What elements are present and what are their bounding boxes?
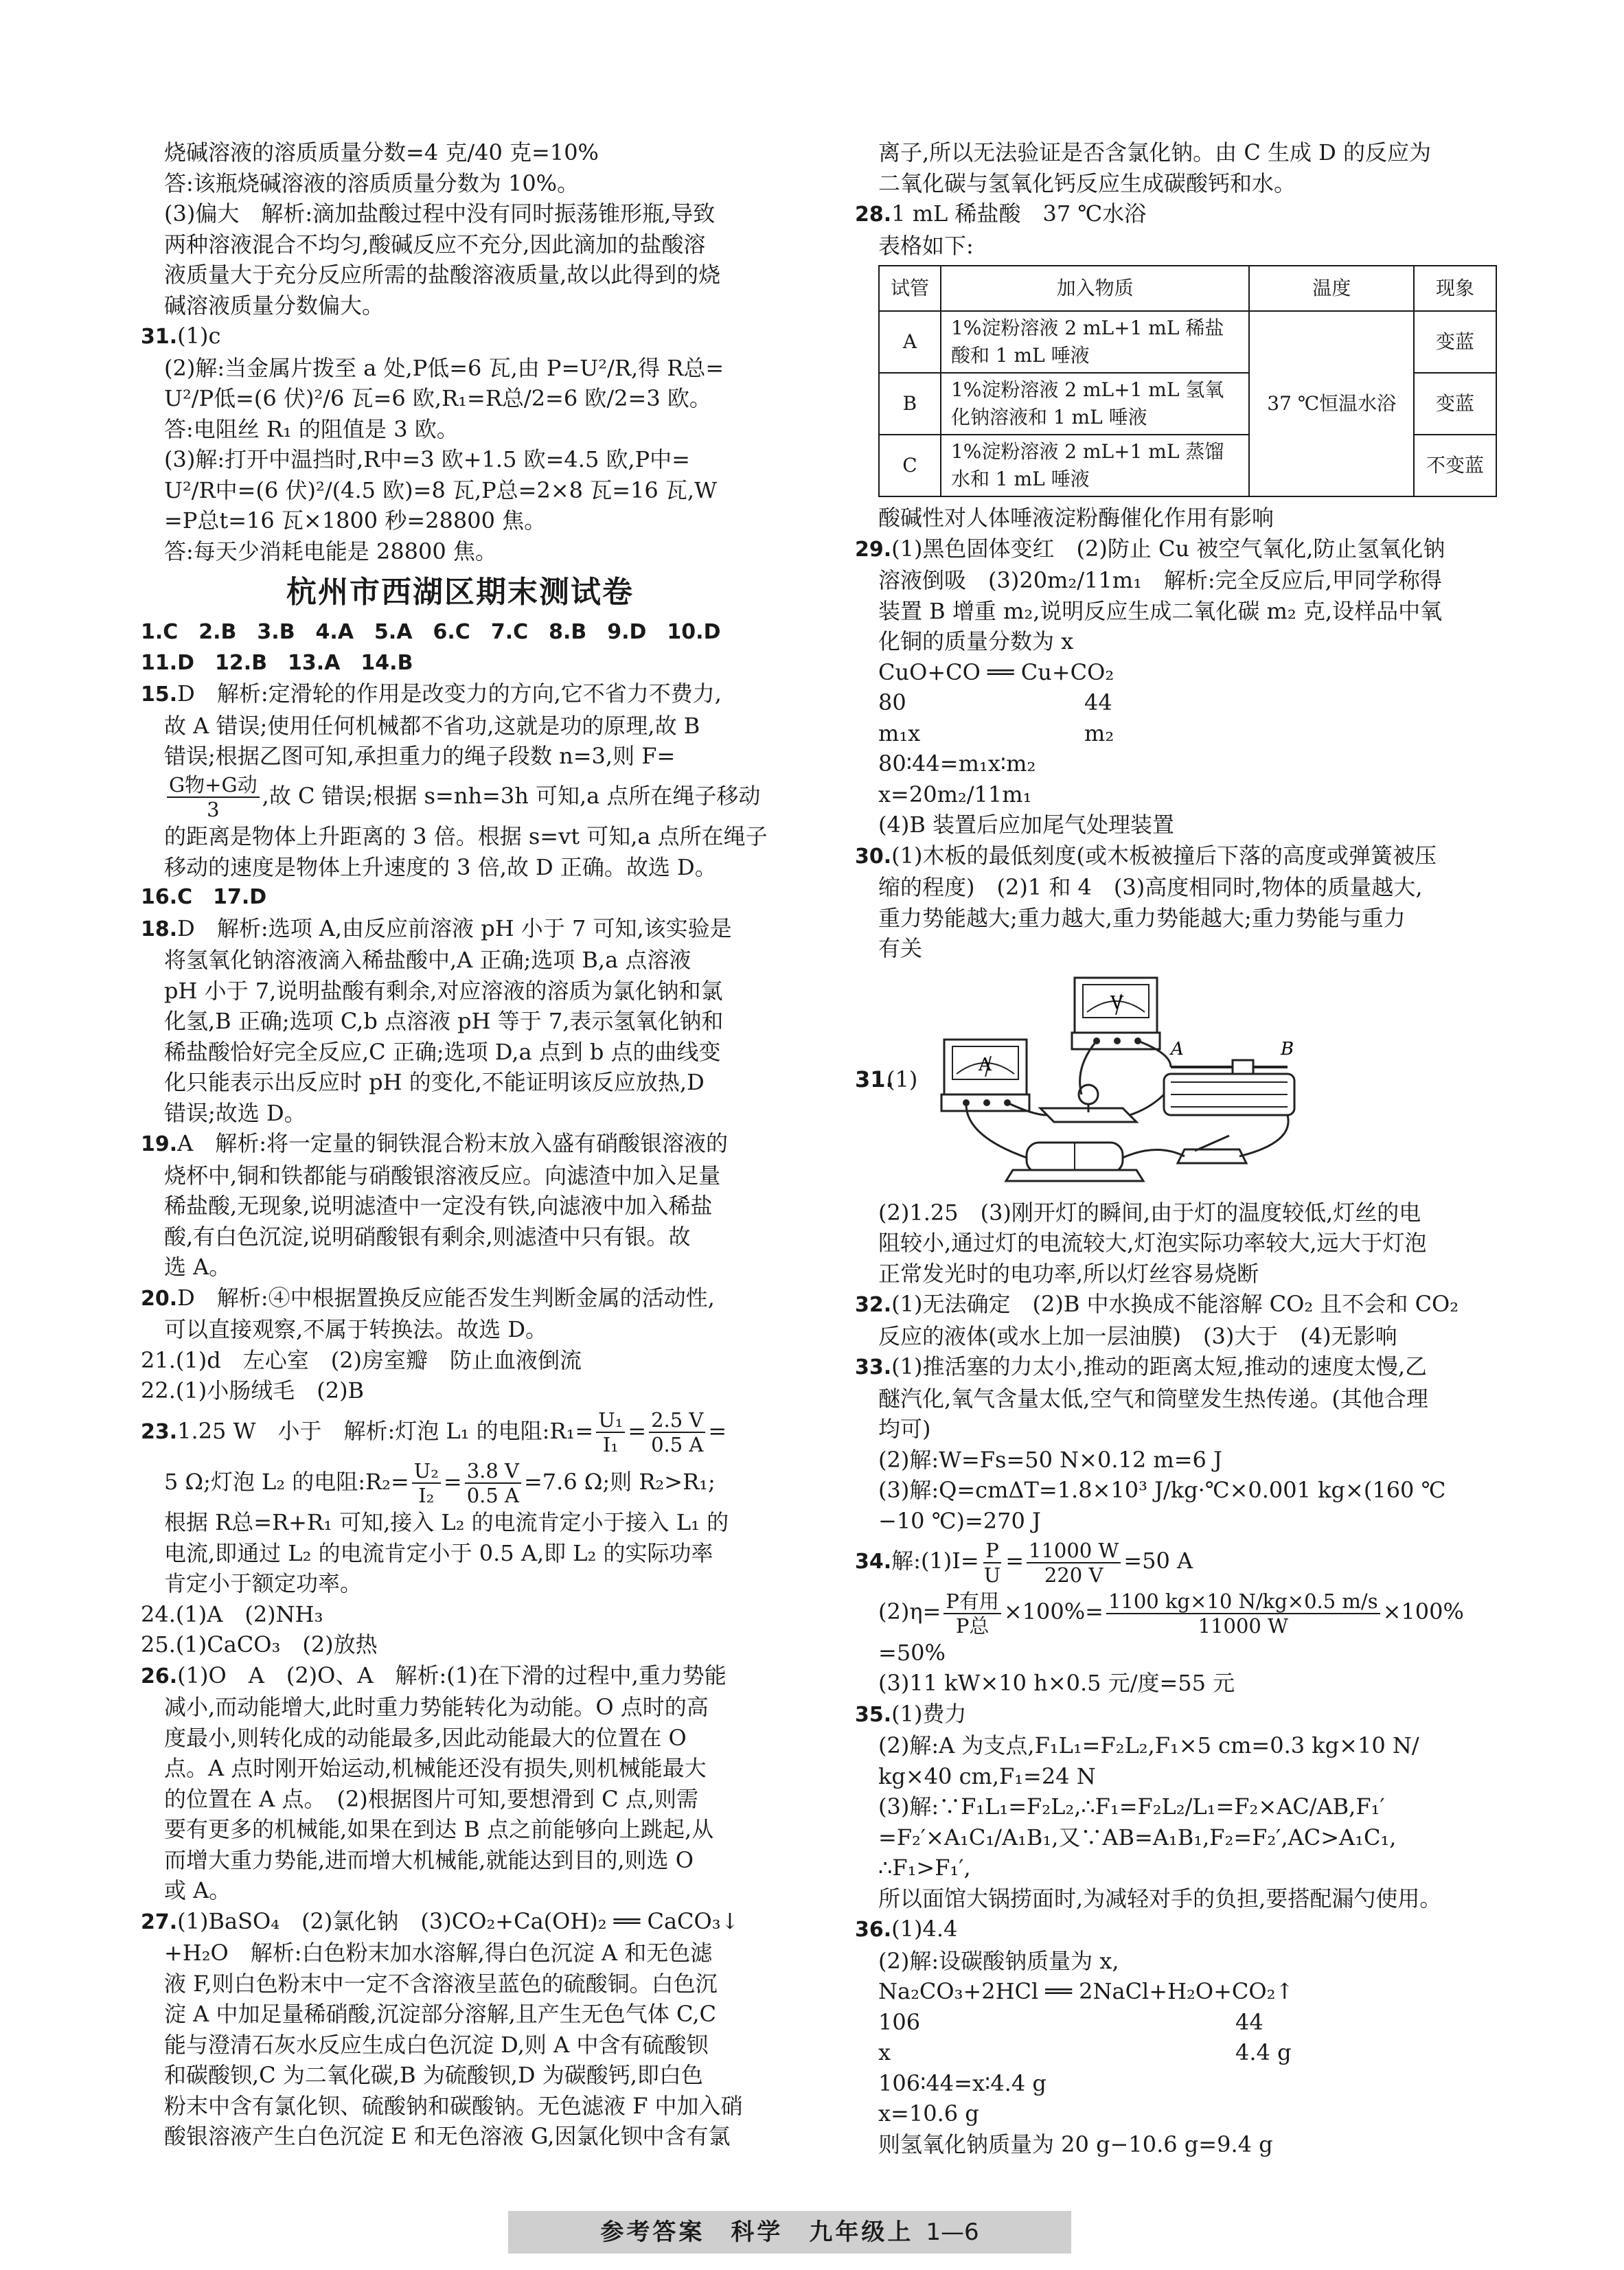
text-line: D 解析:选项 A,由反应前溶液 pH 小于 7 可知,该实验是: [177, 915, 732, 941]
ammeter: [941, 1040, 1029, 1111]
text-line: m₁x m₂: [878, 720, 1114, 746]
text-line: =P总t=16 瓦×1800 秒=28800 焦。: [164, 507, 547, 534]
question-number: 30.: [855, 844, 892, 869]
text-line: 装置 B 增重 m₂,说明反应生成二氧化碳 m₂ 克,设样品中氧: [878, 597, 1443, 624]
text-line: 淀 A 中加足量稀硝酸,沉淀部分溶解,且产生无色气体 C,C: [164, 2001, 716, 2027]
text-line: 稀盐酸,无现象,说明滤渣中一定没有铁,向滤液中加入稀盐: [164, 1193, 713, 1219]
page-footer: [508, 2211, 1071, 2254]
q20-answer: [141, 1283, 779, 1345]
text-line: (4)B 装置后应加尾气处理装置: [878, 812, 1175, 838]
text-line: 要有更多的机械能,如果在到达 B 点之前能够向上跳起,从: [164, 1816, 714, 1842]
q19-answer: [141, 1128, 779, 1283]
question-number: 36.: [855, 1918, 892, 1942]
text-line: 错误;故选 D。: [164, 1099, 306, 1126]
fraction: $\frac{P}{U}$: [983, 1538, 1001, 1587]
text-line: 化铜的质量分数为 x: [878, 628, 1074, 654]
section-title: 杭州市西湖区期末测试卷: [286, 575, 634, 610]
column-header: 温度: [1249, 266, 1414, 311]
text-line: x=10.6 g: [878, 2100, 979, 2126]
text-line: 移动的速度是物体上升速度的 3 倍,故 D 正确。故选 D。: [164, 853, 717, 880]
table-cell: C: [879, 435, 941, 496]
fraction: $\frac{2.5 V}{0.5 A}$: [649, 1408, 705, 1456]
text-line: 烧碱溶液的溶质质量分数=4 克/40 克=10%: [164, 139, 599, 165]
q27-continued: [855, 137, 1497, 198]
text-line: 106∶44=x∶4.4 g: [878, 2070, 1047, 2096]
text-line: D 解析:④中根据置换反应能否发生判断金属的活动性,: [177, 1284, 715, 1311]
circuit-svg: [937, 971, 1322, 1191]
q35-answer: [855, 1699, 1497, 1914]
lamp-board: [1040, 1085, 1136, 1122]
column-header: 加入物质: [941, 266, 1249, 311]
text-line: U²/R中=(6 伏)²/(4.5 欧)=8 瓦,P总=2×8 瓦=16 瓦,W: [164, 477, 717, 503]
text-line: 液质量大于充分反应所需的盐酸溶液质量,故以此得到的烧: [164, 262, 721, 288]
right-column: [855, 137, 1497, 2159]
text-line: D 解析:定滑轮的作用是改变力的方向,它不省力不费力,: [177, 680, 722, 707]
question-number: 15.: [141, 683, 178, 707]
question-number: 33.: [855, 1355, 892, 1379]
text-line: 烧杯中,铜和铁都能与硝酸银溶液反应。向滤渣中加入足量: [164, 1162, 721, 1189]
q27-answer: [141, 1906, 779, 2152]
text-line: kg×40 cm,F₁=24 N: [878, 1763, 1096, 1789]
text-line: 溶液倒吸 (3)20m₂/11m₁ 解析:完全反应后,甲同学称得: [878, 567, 1442, 593]
q33-answer: [855, 1351, 1497, 1536]
text-line: (2)1.25 (3)刚开灯的瞬间,由于灯的温度较低,灯丝的电: [878, 1199, 1421, 1226]
text-line: 酸,有白色沉淀,说明硝酸银有剩余,则滤渣中只有银。故: [164, 1223, 691, 1250]
question-number: 34.: [855, 1550, 892, 1574]
text-line: =F₂′×A₁C₁/A₁B₁,又∵AB=A₁B₁,F₂=F₂′,AC>A₁C₁,: [878, 1824, 1397, 1850]
q22-answer: 22.(1)小肠绒毛 (2)B: [141, 1377, 365, 1403]
text-line: 醚汽化,氧气含量太低,空气和筒壁发生热传递。(其他合理: [878, 1385, 1428, 1412]
text-line: 故 A 错误;使用任何机械都不省功,这就是功的原理,故 B: [164, 712, 700, 739]
q28-answer: [855, 198, 1497, 534]
text-line: 或 A。: [164, 1877, 231, 1903]
question-number: 23.: [141, 1419, 178, 1444]
text-line: 106 44: [878, 2008, 1263, 2035]
text-line: pH 小于 7,说明盐酸有剩余,对应溶液的溶质为氯化钠和氯: [164, 977, 723, 1004]
text-line: 而增大重力势能,进而增大机械能,就能达到目的,则选 O: [164, 1846, 694, 1873]
circuit-diagram: [855, 971, 1497, 1191]
text-line: (1)推活塞的力太小,推动的距离太短,推动的速度太慢,乙: [891, 1353, 1428, 1379]
chemical-equation: CuO+CO ══ Cu+CO₂: [878, 658, 1114, 685]
q23-answer: [141, 1406, 779, 1599]
text-line: (2)解:设碳酸钠质量为 x,: [878, 1947, 1119, 1974]
left-column: [141, 137, 779, 2152]
text-line: (3)偏大 解析:滴加盐酸过程中没有同时振荡锥形瓶,导致: [164, 200, 716, 227]
text-line: 肯定小于额定功率。: [164, 1570, 363, 1596]
text-line: 点。A 点时刚开始运动,机械能还没有损失,则机械能最大: [164, 1755, 707, 1781]
text-line: 有关: [878, 935, 923, 961]
q31-answer: [855, 971, 1497, 1289]
question-number: 35.: [855, 1702, 892, 1727]
text-line: (1)黑色固体变红 (2)防止 Cu 被空气氧化,防止氢氧化钠: [891, 535, 1445, 562]
text-line: 酸碱性对人体唾液淀粉酶催化作用有影响: [878, 505, 1274, 531]
fraction: $\frac{3.8 V}{0.5 A}$: [465, 1459, 521, 1507]
q26-answer: [141, 1660, 779, 1906]
text-line: U²/P低=(6 伏)²/6 瓦=6 欧,R₁=R总/2=6 欧/2=3 欧。: [164, 385, 711, 411]
column-header: 试管: [879, 266, 941, 311]
table-header-row: [879, 266, 1496, 311]
text-line: 电流,即通过 L₂ 的电流肯定小于 0.5 A,即 L₂ 的实际功率: [164, 1539, 713, 1566]
text-line: 则氢氧化钠质量为 20 g−10.6 g=9.4 g: [878, 2131, 1273, 2157]
text-line: 将氢氧化钠溶液滴入稀盐酸中,A 正确;选项 B,a 点溶液: [164, 947, 691, 973]
text-line: A 解析:将一定量的铜铁混合粉末放入盛有硝酸银溶液的: [177, 1130, 729, 1156]
text-line: 34.解:(1)I= $\frac{P}{U}$ = $\frac{11000 W}{220 V}$ =50 A: [855, 1538, 1193, 1587]
q25-answer: 25.(1)CaCO₃ (2)放热: [141, 1631, 378, 1658]
text-line: (1)木板的最低刻度(或木板被撞后下落的高度或弹簧被压: [891, 842, 1437, 869]
question-number: 28.: [855, 203, 892, 227]
q30-answer: [855, 840, 1497, 964]
question-number: 18.: [141, 917, 178, 941]
text-line: 稀盐酸恰好完全反应,C 正确;选项 D,a 点到 b 点的曲线变: [164, 1038, 721, 1065]
table-row: [879, 311, 1496, 373]
question-number: 26.: [141, 1664, 178, 1688]
text-line: (2)解:A 为支点,F₁L₁=F₂L₂,F₁×5 cm=0.3 kg×10 N/: [878, 1732, 1419, 1758]
text-line: 均可): [878, 1416, 931, 1442]
table-cell: 不变蓝: [1414, 435, 1496, 496]
text-line: 答:该瓶烧碱溶液的溶质质量分数为 10%。: [164, 170, 580, 196]
text-line: x=20m₂/11m₁: [878, 781, 1032, 807]
text-line: (1)O A (2)O、A 解析:(1)在下滑的过程中,重力势能: [177, 1662, 727, 1688]
column-header: 现象: [1414, 266, 1496, 311]
text-line: 能与澄清石灰水反应生成白色沉淀 D,则 A 中含有硫酸钡: [164, 2031, 709, 2058]
text-line: (1)BaSO₄ (2)氯化钠 (3)CO₂+Ca(OH)₂ ══ CaCO₃↓: [177, 1907, 740, 1934]
switch: [1178, 1136, 1246, 1163]
text-line: 所以面馆大锅捞面时,为减轻对手的负担,要搭配漏勺使用。: [878, 1885, 1442, 1912]
voltmeter: [1072, 978, 1160, 1049]
q29-answer: [855, 534, 1497, 840]
text-line: 重力势能越大;重力越大,重力势能越大;重力势能与重力: [878, 904, 1406, 931]
text-line: 正常发光时的电功率,所以灯丝容易烧断: [878, 1260, 1259, 1287]
fraction: $\frac{\text{P有用}}{\text{P总}}$: [943, 1590, 1001, 1638]
text-line: 两种溶液混合不均匀,酸碱反应不充分,因此滴加的盐酸溶: [164, 231, 706, 257]
text-line: 错误;根据乙图可知,承担重力的绳子段数 n=3,则 F=: [164, 743, 676, 769]
text-line: 度最小,则转化成的动能最多,因此动能最大的位置在 O: [164, 1724, 687, 1751]
table-cell: 变蓝: [1414, 373, 1496, 435]
text-line: 80 44: [878, 689, 1112, 715]
text-line: 选 A。: [164, 1254, 231, 1280]
fraction: $\frac{\text{U₁}}{\text{I₁}}$: [596, 1408, 625, 1456]
text-line: 答:每天少消耗电能是 28800 焦。: [164, 538, 497, 564]
text-line: 表格如下:: [878, 232, 974, 259]
text-line: 二氧化碳与氢氧化钙反应生成碳酸钙和水。: [878, 170, 1296, 196]
q30-continued: [141, 137, 779, 321]
text-line: (2)解:W=Fs=50 N×0.12 m=6 J: [878, 1446, 1222, 1473]
text-line: 化只能表示出反应时 pH 的变化,不能证明该反应放热,D: [164, 1069, 705, 1095]
question-number: 29.: [855, 537, 892, 562]
text-line: (1)c: [177, 323, 221, 349]
text-line: x 4.4 g: [878, 2039, 1292, 2065]
fraction: $\frac{1100 kg\times 10 N/kg\times 0.5 m/s}{11000 W}$: [1106, 1590, 1380, 1638]
text-line: 反应的液体(或水上加一层油膜) (3)大于 (4)无影响: [878, 1322, 1397, 1349]
fraction: $\frac{\text{U₂}}{\text{I₂}}$: [412, 1459, 441, 1507]
text-line: +H₂O 解析:白色粉末加水溶解,得白色沉淀 A 和无色滤: [164, 1940, 713, 1966]
q15-answer: [141, 678, 779, 882]
text-line: 液 F,则白色粉末中一定不含溶液呈蓝色的硫酸铜。白色沉: [164, 1970, 718, 1997]
answer-key-row: 1.C 2.B 3.B 4.A 5.A 6.C 7.C 8.B 9.D 10.D: [141, 620, 721, 644]
experiment-table: [878, 265, 1497, 497]
point-label: A: [1171, 1038, 1184, 1059]
question-number: 27.: [141, 1910, 178, 1934]
text-line: 1 mL 稀盐酸 37 ℃水浴: [891, 200, 1147, 227]
fraction: $\frac{11000 W}{220 V}$: [1027, 1539, 1121, 1587]
text-line: 粉末中含有氯化钡、硫酸钠和碳酸钠。无色滤液 F 中加入硝: [164, 2092, 743, 2119]
text-line: (3)解:Q=cmΔT=1.8×10³ J/kg·℃×0.001 kg×(160 ℃: [878, 1477, 1446, 1503]
q31-answer: [141, 321, 779, 566]
text-line: 可以直接观察,不属于转换法。故选 D。: [164, 1316, 548, 1342]
page-number: 1—6: [926, 2219, 979, 2246]
answer-key-row: 16.C 17.D: [141, 885, 267, 909]
question-number: 20.: [141, 1286, 178, 1311]
table-cell: 1%淀粉溶液 2 mL+1 mL 稀盐 酸和 1 mL 唾液: [941, 311, 1249, 373]
table-cell: A: [879, 311, 941, 373]
text-line: 阻较小,通过灯的电流较大,灯泡实际功率较大,远大于灯泡: [878, 1230, 1427, 1256]
text-line: 的距离是物体上升距离的 3 倍。根据 s=vt 可知,a 点所在绳子: [164, 823, 768, 849]
q18-answer: [141, 913, 779, 1129]
point-label: B: [1281, 1038, 1294, 1059]
text-line: (1)4.4: [891, 1916, 958, 1942]
text-line: 化氢,B 正确;选项 C,b 点溶液 pH 等于 7,表示氢氧化钠和: [164, 1008, 724, 1034]
answer-key-row: 11.D 12.B 13.A 14.B: [141, 650, 413, 675]
text-line: (1)无法确定 (2)B 中水换成不能溶解 CO₂ 且不会和 CO₂: [891, 1291, 1459, 1317]
battery: [1006, 1143, 1143, 1181]
footer-label: 参考答案 科学 九年级上: [600, 2219, 914, 2246]
text-line: (2)η= $\frac{\text{P有用}}{\text{P总}}$ ×100%= $\frac{1100 kg\times 10 N/kg\times 0.5 m/s}{11000 W}$ ×100%: [878, 1589, 1464, 1638]
text-line: (1): [887, 1066, 918, 1092]
rheostat: [1164, 1060, 1294, 1115]
text-line: 答:电阻丝 R₁ 的阻值是 3 欧。: [164, 415, 459, 442]
text-line: 缩的程度) (2)1 和 4 (3)高度相同时,物体的质量越大,: [878, 874, 1423, 900]
table-cell: 1%淀粉溶液 2 mL+1 mL 氢氧 化钠溶液和 1 mL 唾液: [941, 373, 1249, 435]
fraction: $\frac{\text{G物+G动}}{3}$: [167, 773, 260, 821]
text-line: ∴F₁>F₁′,: [878, 1855, 971, 1881]
text-line: =50%: [878, 1639, 946, 1666]
text-line: −10 ℃)=270 J: [878, 1507, 1041, 1534]
q21-answer: 21.(1)d 左心室 (2)房室瓣 防止血液倒流: [141, 1346, 582, 1373]
question-number: 31.: [141, 325, 178, 349]
voltmeter-label: V: [1110, 992, 1123, 1013]
table-cell: B: [879, 373, 941, 435]
text-line: (1)费力: [891, 1700, 967, 1727]
text-line: 离子,所以无法验证是否含氯化钠。由 C 生成 D 的反应为: [878, 139, 1432, 165]
q24-answer: 24.(1)A (2)NH₃: [141, 1601, 323, 1627]
text-line: 5 Ω;灯泡 L₂ 的电阻:R₂= $\frac{\text{U₂}}{\text{I₂}}$ = $\frac{3.8 V}{0.5 A}$ =7.6 Ω;则 R₂>R₁;: [164, 1459, 716, 1507]
table-cell: 变蓝: [1414, 311, 1496, 373]
chemical-equation: Na₂CO₃+2HCl ══ 2NaCl+H₂O+CO₂↑: [878, 1978, 1294, 2004]
question-number: 31.: [855, 1066, 894, 1092]
text-line: 的位置在 A 点。 (2)根据图片可知,要想滑到 C 点,则需: [164, 1785, 698, 1812]
text-line: 80∶44=m₁x∶m₂: [878, 750, 1036, 777]
text-line: (3)11 kW×10 h×0.5 元/度=55 元: [878, 1670, 1235, 1696]
text-line: 减小,而动能增大,此时重力势能转化为动能。O 点时的高: [164, 1694, 709, 1720]
table-cell: 37 ℃恒温水浴: [1249, 311, 1414, 496]
q32-answer: [855, 1289, 1497, 1351]
q34-answer: [855, 1536, 1497, 1699]
q36-answer: [855, 1914, 1497, 2159]
text-line: 23.1.25 W 小于 解析:灯泡 L₁ 的电阻:R₁= $\frac{\text{U₁}}{\text{I₁}}$ = $\frac{2.5 V}{0.5 A}$ =: [141, 1408, 727, 1456]
text-line: 根据 R总=R+R₁ 可知,接入 L₂ 的电流肯定小于接入 L₁ 的: [164, 1509, 729, 1535]
text-line: (3)解:∵F₁L₁=F₂L₂,∴F₁=F₂L₂/L₁=F₂×AC/AB,F₁′: [878, 1793, 1385, 1820]
text-line: 碱溶液质量分数偏大。: [164, 292, 385, 319]
text-line: (3)解:打开中温挡时,R中=3 欧+1.5 欧=4.5 欧,P中=: [164, 446, 690, 472]
table-cell: 1%淀粉溶液 2 mL+1 mL 蒸馏 水和 1 mL 唾液: [941, 435, 1249, 496]
question-number: 32.: [855, 1293, 892, 1317]
text-line: (2)解:当金属片拨至 a 处,P低=6 瓦,由 P=U²/R,得 R总=: [164, 354, 724, 381]
text-line: $\frac{\text{G物+G动}}{3}$ ,故 C 错误;根据 s=nh=3h 可知,a 点所在绳子移动: [141, 772, 779, 822]
question-number: 19.: [141, 1132, 178, 1156]
text-line: 酸银溶液产生白色沉淀 E 和无色溶液 G,因氯化钡中含有氯: [164, 2123, 731, 2149]
text-line: 和碳酸钡,C 为二氧化碳,B 为硫酸钡,D 为碳酸钙,即白色: [164, 2062, 703, 2088]
ammeter-label: A: [979, 1054, 992, 1075]
